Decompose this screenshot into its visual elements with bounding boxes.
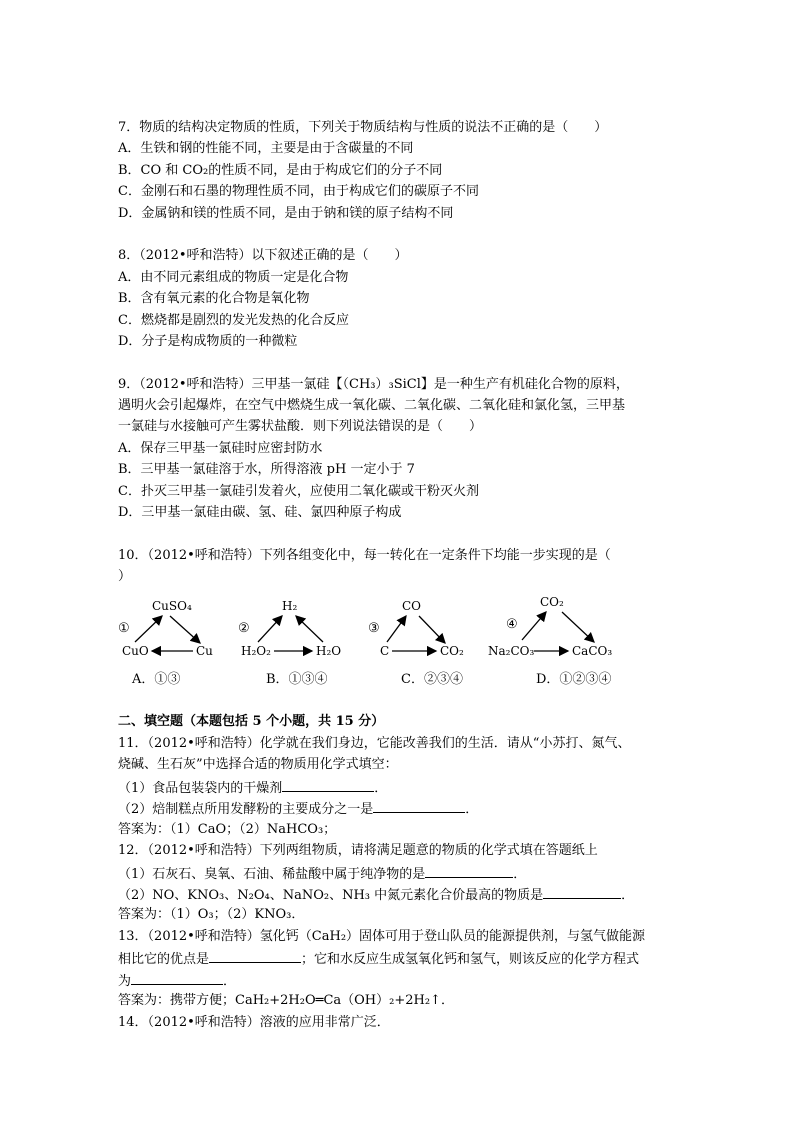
q9-stem-line1: 9．（2012•呼和浩特）三甲基一氯硅【（CH₃）₃SiCl】是一种生产有机硅化合物的原料， bbox=[118, 377, 629, 392]
diagram-4-left: Na₂CO₃ bbox=[488, 644, 535, 658]
q7-option-b: B．CO 和 CO₂的性质不同，是由于构成它们的分子不同 bbox=[118, 163, 443, 178]
diagram-2-top: H₂ bbox=[282, 599, 298, 613]
q13-blank-1[interactable] bbox=[209, 948, 301, 963]
q12-blank-2[interactable] bbox=[543, 884, 621, 899]
q11-part-2-text: （2）焙制糕点所用发酵粉的主要成分之一是 bbox=[118, 802, 374, 817]
diagram-3 bbox=[368, 599, 464, 658]
diagram-4-right: CaCO₃ bbox=[572, 644, 613, 658]
diagram-2-arrow-right-top bbox=[296, 616, 323, 642]
q13-stem-line3 bbox=[118, 970, 236, 992]
q10-option-b: B．①③④ bbox=[266, 672, 328, 687]
q11-part-2-period: ． bbox=[465, 802, 479, 817]
q12-part-1-period: ． bbox=[513, 867, 527, 882]
q8-option-d: D．分子是构成物质的一种微粒 bbox=[118, 334, 298, 349]
q8-option-a: A．由不同元素组成的物质一定是化合物 bbox=[118, 270, 349, 285]
diagram-3-right: CO₂ bbox=[440, 644, 464, 658]
q11-blank-2[interactable] bbox=[373, 798, 465, 813]
q11-part-1-text: （1）食品包装袋内的干燥剂 bbox=[118, 781, 283, 796]
diagram-4-arrow-top-right bbox=[562, 612, 594, 642]
diagram-1-top: CuSO₄ bbox=[152, 599, 192, 613]
q12-part-2 bbox=[118, 884, 634, 906]
q12-answer: 答案为：（1）O₃；（2）KNO₃． bbox=[118, 907, 305, 922]
q8-stem: 8．（2012•呼和浩特）以下叙述正确的是（ ） bbox=[118, 248, 408, 263]
q8-option-c: C．燃烧都是剧烈的发光发热的化合反应 bbox=[118, 313, 349, 328]
q13-blank-2[interactable] bbox=[131, 970, 223, 985]
diagram-1-arrow-top-right bbox=[170, 616, 200, 643]
q9-option-d: D．三甲基一氯硅由碳、氢、硅、氯四种原子构成 bbox=[118, 505, 402, 520]
q11-blank-1[interactable] bbox=[282, 777, 374, 792]
q12-part-1-text: （1）石灰石、臭氧、石油、稀盐酸中属于纯净物的是 bbox=[118, 867, 426, 882]
q10-option-a: A．①③ bbox=[132, 672, 181, 687]
diagram-2-right: H₂O bbox=[316, 644, 342, 658]
q13-answer: 答案为：携带方便；CaH₂+2H₂O═Ca（OH）₂+2H₂↑． bbox=[118, 993, 454, 1008]
q12-stem: 12．（2012•呼和浩特）下列两组物质，请将满足题意的物质的化学式填在答题纸上 bbox=[118, 843, 598, 858]
diagram-4 bbox=[488, 595, 612, 658]
q14-stem: 14．（2012•呼和浩特）溶液的应用非常广泛． bbox=[118, 1015, 390, 1030]
q10-option-d: D．①②③④ bbox=[536, 672, 612, 687]
diagram-3-left: C bbox=[380, 644, 390, 658]
q10-option-c: C．②③④ bbox=[401, 672, 463, 687]
q8-option-b: B．含有氧元素的化合物是氧化物 bbox=[118, 291, 310, 306]
q12-part-2-text: （2）NO、KNO₃、N₂O₄、NaNO₂、NH₃ 中氮元素化合价最高的物质是 bbox=[118, 888, 544, 903]
q12-part-2-period: ． bbox=[621, 888, 635, 903]
q9-option-b: B．三甲基一氯硅溶于水，所得溶液 pH 一定小于 7 bbox=[118, 462, 415, 477]
diagram-1-left: CuO bbox=[122, 644, 149, 658]
diagram-2 bbox=[238, 599, 341, 658]
q13-stem-line2-start: 相比它的优点是 bbox=[118, 952, 210, 967]
q11-answer: 答案为：（1）CaO；（2）NaHCO₃； bbox=[118, 822, 337, 837]
diagram-3-arrow-top-right bbox=[419, 616, 445, 643]
diagram-4-arrow-left-top bbox=[522, 612, 546, 640]
diagram-1-number: ① bbox=[118, 621, 130, 636]
q7-option-c: C．金刚石和石墨的物理性质不同，由于构成它们的碳原子不同 bbox=[118, 184, 479, 199]
q13-stem-line2 bbox=[118, 948, 639, 970]
diagram-4-number: ④ bbox=[506, 617, 518, 632]
q13-stem-line2-end: ；它和水反应生成氢氧化钙和氢气，则该反应的化学方程式 bbox=[301, 952, 640, 967]
q7-option-d: D．金属钠和镁的性质不同，是由于钠和镁的原子结构不同 bbox=[118, 206, 454, 221]
diagram-3-top: CO bbox=[402, 599, 422, 613]
q11-part-2 bbox=[118, 798, 478, 820]
q9-stem-line3: 一氯硅与水接触可产生雾状盐酸．则下列说法错误的是（ ） bbox=[118, 419, 483, 434]
q10-stem-line1: 10．（2012•呼和浩特）下列各组变化中，每一转化在一定条件下均能一步实现的是（ bbox=[118, 548, 611, 563]
q7-stem: 7．物质的结构决定物质的性质，下列关于物质结构与性质的说法不正确的是（ ） bbox=[118, 120, 608, 135]
diagram-2-arrow-left-top bbox=[258, 616, 282, 642]
diagram-4-top: CO₂ bbox=[540, 595, 564, 609]
q13-stem-line3-start: 为 bbox=[118, 974, 132, 989]
q9-option-a: A．保存三甲基一氯硅时应密封防水 bbox=[118, 441, 323, 456]
q10-diagrams bbox=[110, 592, 630, 668]
q10-stem-line2: ） bbox=[118, 569, 132, 584]
q11-stem-line2: 烧碱、生石灰”中选择合适的物质用化学式填空： bbox=[118, 757, 398, 772]
q11-part-1-period: ． bbox=[374, 781, 388, 796]
diagram-2-number: ② bbox=[238, 621, 250, 636]
diagram-1-right: Cu bbox=[196, 644, 213, 658]
diagram-3-arrow-left-top bbox=[387, 616, 406, 642]
q12-blank-1[interactable] bbox=[425, 863, 513, 878]
q13-stem-line1: 13．（2012•呼和浩特）氢化钙（CaH₂）固体可用于登山队员的能源提供剂，与氢气做能源 bbox=[118, 929, 646, 944]
q7-option-a: A．生铁和钢的性能不同，主要是由于含碳量的不同 bbox=[118, 141, 414, 156]
q11-part-1 bbox=[118, 777, 387, 799]
diagram-1 bbox=[118, 599, 213, 658]
section-2-heading: 二、填空题（本题包括 5 个小题，共 15 分） bbox=[118, 714, 385, 729]
q12-part-1 bbox=[118, 863, 526, 885]
diagram-2-left: H₂O₂ bbox=[241, 644, 271, 658]
diagram-1-arrow-left-top bbox=[135, 616, 162, 642]
q9-option-c: C．扑灭三甲基一氯硅引发着火，应使用二氧化碳或干粉灭火剂 bbox=[118, 484, 479, 499]
diagram-3-number: ③ bbox=[368, 621, 380, 636]
q13-stem-line3-period: ． bbox=[223, 974, 237, 989]
q9-stem-line2: 遇明火会引起爆炸，在空气中燃烧生成一氧化碳、二氧化碳、二氧化硅和氯化氢，三甲基 bbox=[118, 398, 626, 413]
q11-stem-line1: 11．（2012•呼和浩特）化学就在我们身边，它能改善我们的生活．请从“小苏打、氮气、 bbox=[118, 736, 631, 751]
